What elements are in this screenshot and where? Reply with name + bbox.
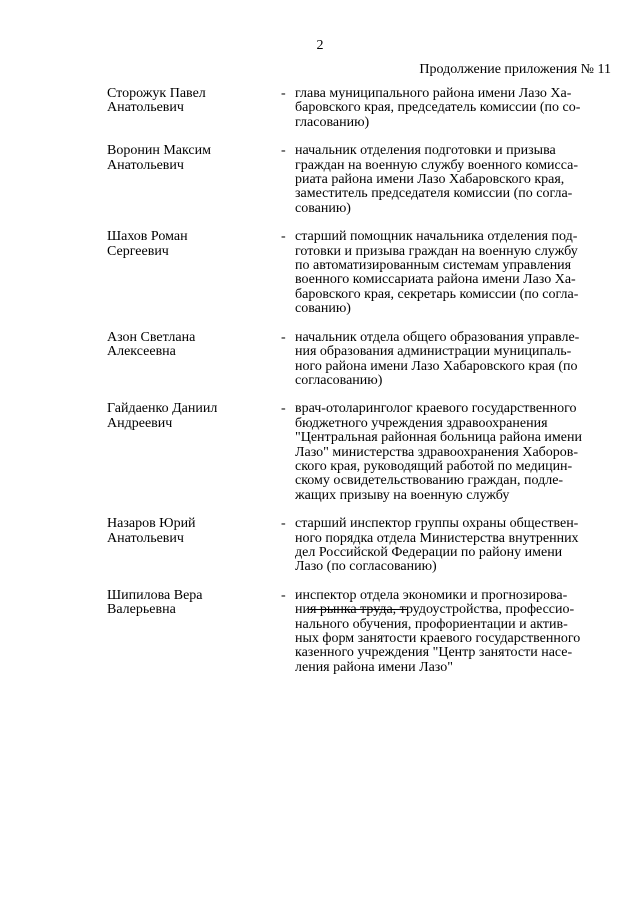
member-role: старший инспектор группы охраны обществен- ного порядка отдела Министерства внутренних дел Российской Федерации по району имени Лазо (по согласованию) [295,516,579,575]
member-dash: - [281,587,286,603]
member-dash: - [281,229,286,245]
member-dash: - [281,401,286,417]
member-dash: - [281,143,286,159]
member-dash: - [281,86,286,101]
member-role: врач-отоларинголог краевого государственного бюджетного учреждения здравоохранения "Центральная районная больница района имени Лазо" министерства здравоохранения Хаборов- ского края, руководящий работой по медицин- скому освидетельствованию граждан, подле- жащих призыву на военную службу [295,401,582,503]
member-dash: - [281,516,286,532]
member-role: глава муниципального района имени Лазо Ха- баровского края, председатель комиссии (по со- гласованию) [295,86,581,130]
member-role: начальник отделения подготовки и призыва граждан на военную службу военного комисса- риата района имени Лазо Хабаровского края, заместитель председателя комиссии (по согла- сованию) [295,143,579,216]
member-dash: - [281,329,286,345]
member-row [107,331,611,389]
member-name: Сторожук Павел Анатольевич [107,86,206,116]
page-number: 2 [316,38,324,53]
member-row [107,517,611,575]
member-row [107,144,611,216]
header-note: Продолжение приложения № 11 [419,62,611,77]
member-row [107,402,611,503]
member-name: Назаров Юрий Анатольевич [107,516,196,546]
member-row [107,87,611,130]
end-separator-line [309,609,408,610]
member-role: старший помощник начальника отделения под- готовки и призыва граждан на военную службу по автоматизированным системам управления военного комиссариата района имени Лазо Ха- баровского края, секретарь комиссии (по согла- сованию) [295,229,579,317]
member-name: Воронин Максим Анатольевич [107,143,211,173]
member-name: Шипилова Вера Валерьевна [107,587,203,618]
commission-members-list [107,87,611,689]
member-name: Шахов Роман Сергеевич [107,229,188,259]
member-name: Азон Светлана Алексеевна [107,329,196,360]
member-row [107,589,611,675]
member-role: инспектор отдела экономики и прогнозирова- ния рынка труда, трудоустройства, профессио- нального обучения, профориентации и актив- ных форм занятости краевого государственного казенного учреждения "Центр занятости насе- ления района имени Лазо" [295,587,581,675]
member-row [107,230,611,316]
member-role: начальник отдела общего образования управле- ния образования администрации муниципаль- ного района имени Лазо Хабаровского края (по согласованию) [295,329,580,388]
member-name: Гайдаенко Даниил Андреевич [107,401,218,431]
